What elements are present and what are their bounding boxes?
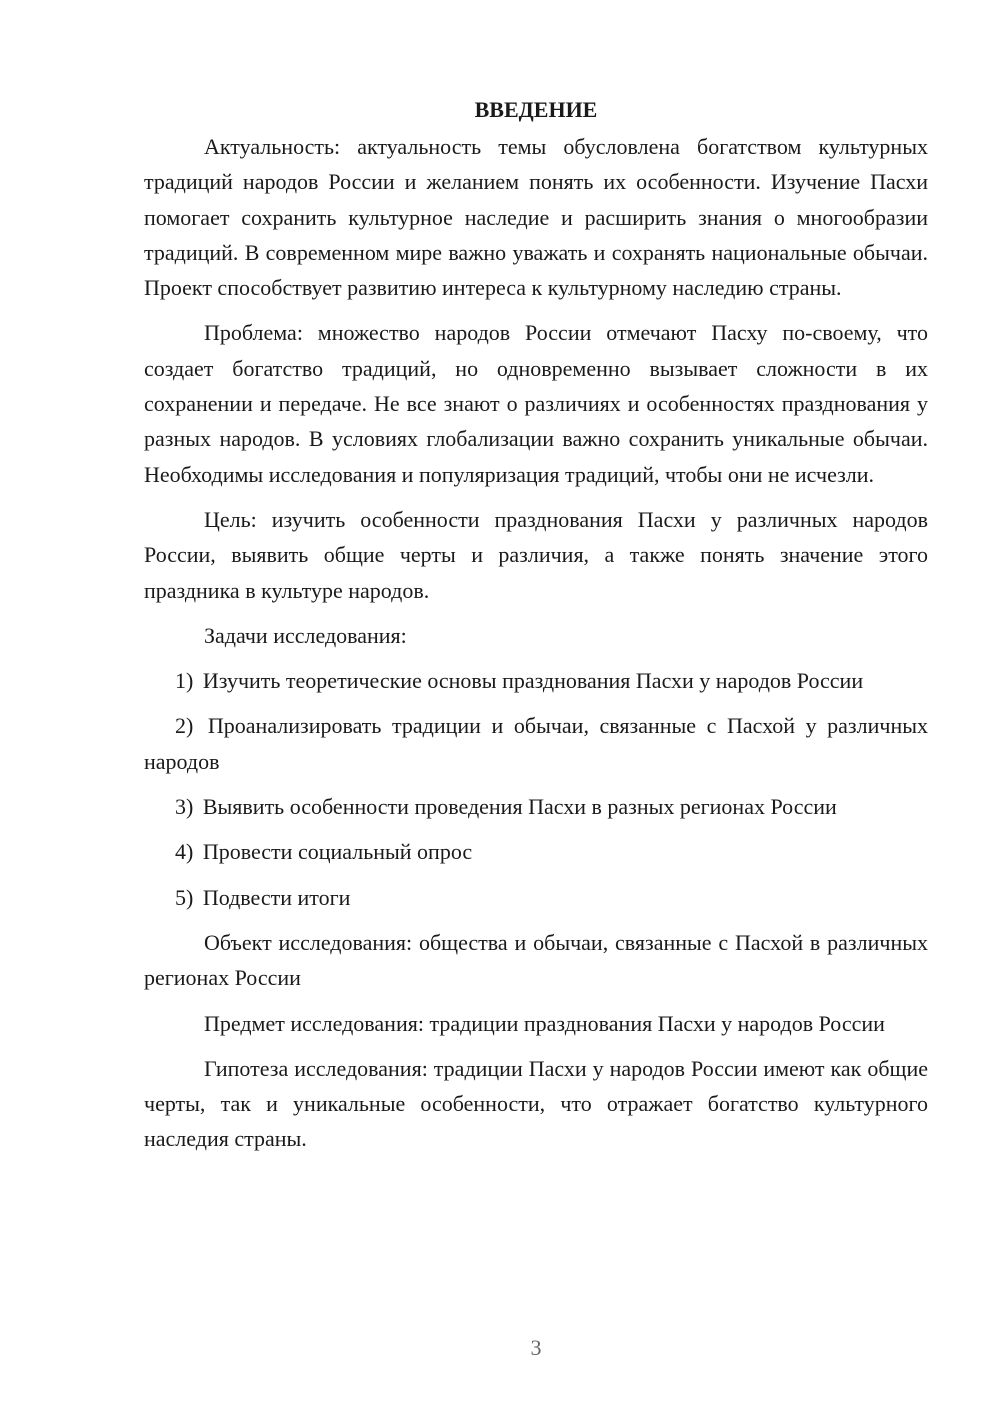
task-number: 3) [175, 794, 194, 820]
tasks-list [144, 663, 928, 915]
task-number: 1) [175, 668, 194, 694]
task-number: 2) [175, 713, 194, 739]
task-item [144, 834, 928, 869]
task-item [144, 708, 928, 779]
task-text: Выявить особенности проведения Пасхи в разных регионах России [202, 794, 837, 820]
document-page [144, 92, 928, 1167]
task-number: 5) [175, 884, 194, 910]
page-number: 3 [530, 1335, 542, 1360]
task-text: Проанализировать традиции и обычаи, связанные с Пасхой у различных народов [144, 713, 928, 774]
subject-paragraph: Предмет исследования: традиции празднования Пасхи у народов России [204, 1010, 885, 1036]
goal-paragraph: Цель: изучить особенности празднования Пасхи у различных народов России, выявить общие черты и различия, а также понять значение этого праздника в культуре народов. [144, 506, 928, 603]
task-text: Провести социальный опрос [202, 839, 473, 865]
problem-paragraph: Проблема: множество народов России отмечают Пасху по-своему, что создает богатство традиций, но одновременно вызывает сложности в их сохранении и передаче. Не все знают о различиях и особенностях празднования у разных народов. В условиях глобализации важно сохранить уникальные обычаи. Необходимы исследования и популяризация традиций, чтобы они не исчезли. [144, 320, 928, 487]
task-item [144, 880, 928, 915]
task-text: Подвести итоги [202, 884, 351, 910]
relevance-paragraph: Актуальность: актуальность темы обусловлена богатством культурных традиций народов России и желанием понять их особенности. Изучение Пасхи помогает сохранить культурное наследие и расширить знания о многообразии традиций. В современном мире важно уважать и сохранять национальные обычаи. Проект способствует развитию интереса к культурному наследию страны. [144, 134, 928, 301]
task-text: Изучить теоретические основы празднования Пасхи у народов России [202, 668, 864, 694]
object-paragraph: Объект исследования: общества и обычаи, связанные с Пасхой в различных регионах России [144, 929, 928, 991]
hypothesis-paragraph: Гипотеза исследования: традиции Пасхи у народов России имеют как общие черты, так и уникальные особенности, что отражает богатство культурного наследия страны. [144, 1055, 928, 1152]
document-title: ВВЕДЕНИЕ [474, 97, 598, 122]
tasks-heading: Задачи исследования: [204, 622, 407, 648]
task-item [144, 663, 928, 698]
task-item [144, 789, 928, 824]
task-number: 4) [175, 839, 194, 865]
